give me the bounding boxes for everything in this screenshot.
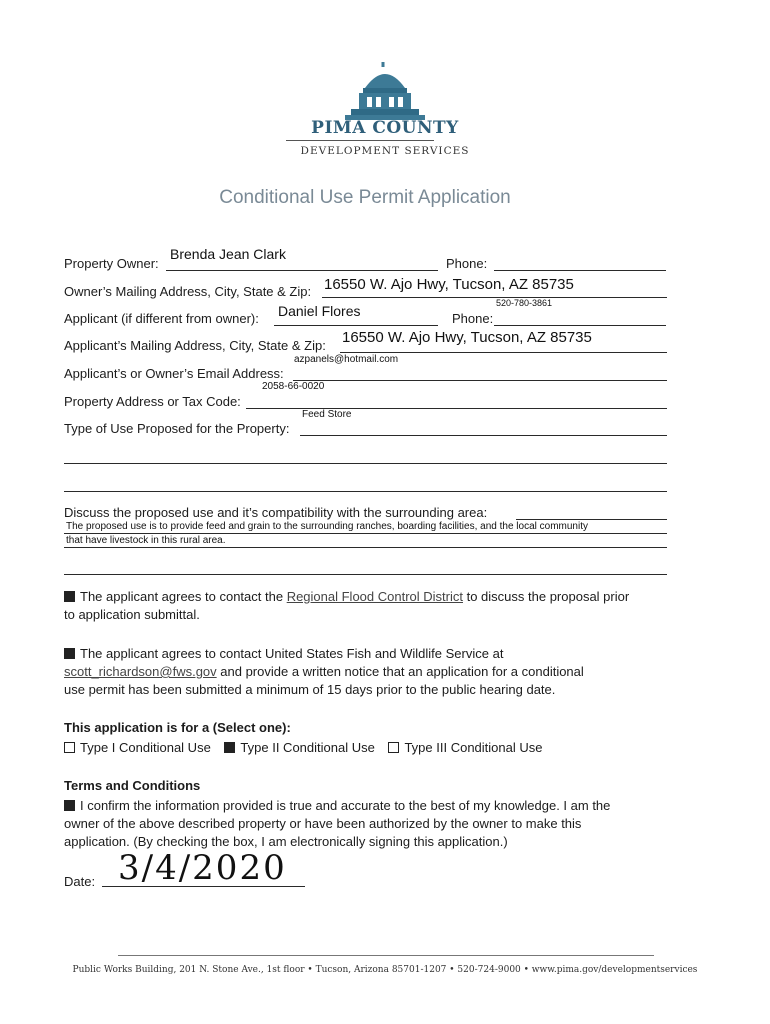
- discussion-label: Discuss the proposed use and it’s compatibility with the surrounding area:: [64, 505, 488, 520]
- type-iii-option[interactable]: [388, 740, 542, 755]
- flood-agreement-checkbox[interactable]: [64, 591, 75, 602]
- flood-agreement-text-cont: to discuss the proposal prior: [462, 589, 630, 604]
- discussion-line-0: [516, 519, 667, 520]
- terms-line-3: application. (By checking the box, I am electronically signing this application.): [64, 834, 508, 849]
- fws-agreement: [64, 645, 684, 699]
- org-subtitle: DEVELOPMENT SERVICES: [300, 145, 470, 157]
- selection-heading: This application is for a (Select one):: [64, 720, 291, 735]
- discussion-line-1: [64, 533, 667, 534]
- fws-agreement-text: The applicant agrees to contact United States Fish and Wildlife Service at: [80, 646, 504, 661]
- form-title: Conditional Use Permit Application: [219, 187, 511, 208]
- owner-address-label: Owner’s Mailing Address, City, State & Zip:: [64, 284, 312, 299]
- fws-agreement-checkbox[interactable]: [64, 648, 75, 659]
- type-of-use-label: Type of Use Proposed for the Property:: [64, 421, 290, 436]
- blank-line-1: [64, 463, 667, 464]
- owner-address-field[interactable]: 16550 W. Ajo Hwy, Tucson, AZ 85735: [324, 276, 574, 293]
- property-owner-field[interactable]: Brenda Jean Clark: [170, 246, 286, 262]
- email-line: [293, 380, 667, 381]
- discussion-text-line-1[interactable]: The proposed use is to provide feed and grain to the surrounding ranches, boarding facilities, and the local community: [66, 521, 588, 532]
- flood-control-link[interactable]: Regional Flood Control District: [286, 589, 463, 604]
- applicant-line: [274, 325, 438, 326]
- property-owner-line: [166, 270, 438, 271]
- applicant-phone-field[interactable]: 520-780-3861: [496, 298, 553, 308]
- property-address-field[interactable]: 2058-66-0020: [262, 381, 325, 392]
- terms-heading: Terms and Conditions: [64, 778, 201, 793]
- fws-email-link[interactable]: scott_richardson@fws.gov: [64, 664, 217, 679]
- property-address-label: Property Address or Tax Code:: [64, 394, 241, 409]
- type-ii-option[interactable]: [224, 740, 374, 755]
- flood-agreement-text: The applicant agrees to contact the: [80, 589, 287, 604]
- applicant-address-line: [340, 352, 667, 353]
- applicant-label: Applicant (if different from owner):: [64, 311, 259, 326]
- terms-line-2: owner of the above described property or have been authorized by the owner to make this: [64, 816, 582, 831]
- date-label: Date:: [64, 874, 96, 889]
- type-iii-label: Type III Conditional Use: [404, 740, 543, 755]
- type-ii-checkbox[interactable]: [224, 742, 235, 753]
- terms-checkbox[interactable]: [64, 800, 75, 811]
- applicant-address-label: Applicant’s Mailing Address, City, State & Zip:: [64, 338, 326, 353]
- use-type-options: [64, 739, 542, 757]
- terms-line-1: I confirm the information provided is true and accurate to the best of my knowledge. I am the: [80, 798, 611, 813]
- type-iii-checkbox[interactable]: [388, 742, 399, 753]
- date-field[interactable]: 3/4/2020: [118, 848, 287, 888]
- applicant-address-field[interactable]: 16550 W. Ajo Hwy, Tucson, AZ 85735: [342, 329, 592, 346]
- discussion-text-line-2[interactable]: that have livestock in this rural area.: [66, 535, 226, 546]
- type-of-use-line: [300, 435, 667, 436]
- email-label: Applicant’s or Owner’s Email Address:: [64, 366, 284, 381]
- owner-phone-line: [494, 270, 666, 271]
- type-ii-label: Type II Conditional Use: [240, 740, 375, 755]
- owner-address-line: [322, 297, 667, 298]
- property-owner-label: Property Owner:: [64, 256, 159, 271]
- fws-agreement-text-line3: use permit has been submitted a minimum of 15 days prior to the public hearing date.: [64, 682, 556, 697]
- blank-line-2: [64, 491, 667, 492]
- terms-text: [64, 797, 704, 851]
- type-i-option[interactable]: [64, 740, 211, 755]
- type-i-label: Type I Conditional Use: [80, 740, 211, 755]
- org-divider: [286, 140, 434, 141]
- footer-divider: [118, 955, 654, 956]
- applicant-field[interactable]: Daniel Flores: [278, 303, 361, 319]
- applicant-phone-label: Phone:: [452, 311, 494, 326]
- applicant-phone-line: [494, 325, 666, 326]
- fws-agreement-text-cont: and provide a written notice that an application for a conditional: [216, 664, 584, 679]
- pima-county-seal-logo: [345, 62, 425, 120]
- flood-control-agreement: [64, 588, 684, 624]
- org-name: PIMA COUNTY: [311, 118, 459, 138]
- footer-address: Public Works Building, 201 N. Stone Ave., 1st floor • Tucson, Arizona 85701-1207 • 520-724-9000 • www.pima.gov/developmentservices: [72, 965, 698, 975]
- type-of-use-field[interactable]: Feed Store: [302, 409, 352, 420]
- discussion-line-3: [64, 574, 667, 575]
- discussion-line-2: [64, 547, 667, 548]
- flood-agreement-text-line2: to application submittal.: [64, 607, 200, 622]
- type-i-checkbox[interactable]: [64, 742, 75, 753]
- email-field[interactable]: azpanels@hotmail.com: [294, 354, 399, 365]
- owner-phone-label: Phone:: [446, 256, 488, 271]
